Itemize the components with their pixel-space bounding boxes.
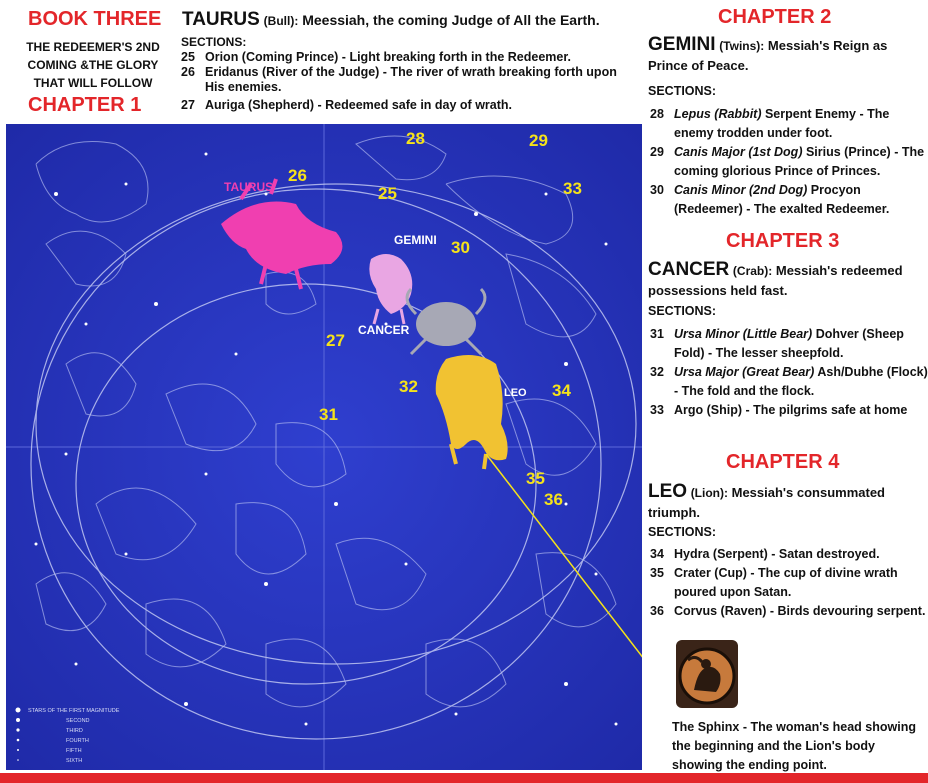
gemini-heading: [648, 35, 926, 76]
cancer-sections-list: [650, 325, 928, 420]
leo-name: LEO: [648, 481, 688, 502]
taurus-desc: Meessiah, the coming Judge of All the Earth.: [302, 12, 600, 28]
cancer-name: CANCER: [648, 259, 730, 280]
section-number: 28: [650, 107, 664, 121]
cancer-label: CANCER: [358, 323, 410, 337]
legend-line: SIXTH: [66, 758, 83, 764]
gemini-desc: Messiah's Reign as Prince of Peace.: [648, 38, 888, 73]
chapter-4-heading: CHAPTER 4: [726, 451, 840, 473]
section-text: Orion (Coming Prince) - Light breaking forth in the Redeemer.: [205, 50, 572, 64]
legend-line: STARS OF THE FIRST MAGNITUDE: [28, 708, 120, 714]
map-number-35: 35: [526, 469, 545, 488]
map-number-34: 34: [552, 381, 571, 400]
chapter-2-heading: CHAPTER 2: [718, 6, 832, 28]
section-item: [650, 105, 928, 143]
book-subtitle-line: THE REDEEMER'S 2ND: [26, 40, 160, 54]
section-item: [650, 545, 928, 564]
section-item: [650, 143, 928, 181]
section-number: 36: [650, 604, 664, 618]
book-subtitle-line: THAT WILL FOLLOW: [33, 76, 153, 90]
section-number: 34: [650, 547, 664, 561]
section-item: [650, 181, 928, 219]
legend-line: SECOND: [66, 718, 90, 724]
chapter-1-heading: CHAPTER 1: [28, 94, 142, 116]
bottom-red-bar: [0, 773, 928, 783]
section-item: [181, 98, 641, 113]
gemini-sections-list: [650, 105, 928, 219]
book-subtitle: [18, 38, 168, 92]
legend-line: THIRD: [66, 728, 83, 734]
section-item: [650, 363, 928, 401]
section-italic: Canis Minor (2nd Dog): [674, 183, 808, 197]
map-number-28: 28: [406, 129, 425, 148]
section-number: 26: [181, 65, 195, 79]
cancer-heading: [648, 260, 928, 301]
sphinx-caption: The Sphinx - The woman's head showing the beginning and the Lion's body showing the ending point.: [672, 720, 916, 772]
map-number-32: 32: [399, 377, 418, 396]
section-italic: Lepus (Rabbit): [674, 107, 762, 121]
section-text: Argo (Ship) - The pilgrims safe at home: [674, 403, 908, 417]
section-text: Hydra (Serpent) - Satan destroyed.: [674, 547, 880, 561]
section-number: 31: [650, 327, 664, 341]
taurus-name: TAURUS: [182, 9, 260, 30]
section-item: [650, 564, 928, 602]
section-text: Sirius (Prince) - The coming glorious Prince of Princes.: [674, 145, 925, 178]
section-number: 27: [181, 98, 195, 112]
map-number-36: 36: [544, 490, 563, 509]
section-number: 33: [650, 403, 664, 417]
section-italic: Ursa Minor (Little Bear): [674, 327, 813, 341]
section-number: 32: [650, 365, 664, 379]
section-item: [650, 602, 928, 621]
map-number-30: 30: [451, 238, 470, 257]
section-number: 30: [650, 183, 664, 197]
book-title: BOOK THREE: [28, 8, 162, 30]
section-text: Auriga (Shepherd) - Redeemed safe in day of wrath.: [205, 98, 513, 112]
section-number: 35: [650, 566, 664, 580]
leo-sections-label: SECTIONS:: [648, 525, 717, 539]
leo-heading: [648, 482, 926, 523]
gemini-sections-label: SECTIONS:: [648, 84, 717, 98]
section-number: 25: [181, 50, 195, 64]
legend-line: FOURTH: [66, 738, 89, 744]
leo-desc: Messiah's consummated triumph.: [648, 485, 885, 520]
map-number-27: 27: [326, 331, 345, 350]
star-map: [6, 124, 642, 770]
cancer-desc: Messiah's redeemed possessions held fast.: [648, 263, 903, 298]
map-number-25: 25: [378, 184, 397, 203]
sphinx-vase-image: [676, 640, 738, 708]
map-number-29: 29: [529, 131, 548, 150]
taurus-sections-list: [181, 50, 641, 113]
section-italic: Canis Major (1st Dog): [674, 145, 803, 159]
section-text: Corvus (Raven) - Birds devouring serpent.: [674, 604, 926, 618]
cancer-sections-label: SECTIONS:: [648, 304, 717, 318]
section-text: Dohver (Sheep Fold) - The lesser sheepfold.: [674, 327, 904, 360]
gemini-paren: (Twins):: [719, 39, 765, 53]
taurus-heading: [182, 9, 600, 31]
section-item: [650, 401, 928, 420]
section-item: [181, 65, 641, 95]
taurus-label: TAURUS: [224, 180, 274, 194]
book-subtitle-line: COMING &THE GLORY: [27, 58, 159, 72]
section-text: Procyon (Redeemer) - The exalted Redeemer.: [674, 183, 890, 216]
gemini-label: GEMINI: [394, 233, 437, 247]
section-text: Eridanus (River of the Judge) - The river of wrath breaking forth upon His enemies.: [205, 65, 617, 94]
taurus-sections-label: SECTIONS:: [181, 35, 247, 49]
section-text: Serpent Enemy - The enemy trodden under foot.: [674, 107, 890, 140]
map-number-33: 33: [563, 179, 582, 198]
map-number-31: 31: [319, 405, 338, 424]
cancer-paren: (Crab):: [732, 264, 773, 278]
section-italic: Ursa Major (Great Bear): [674, 365, 815, 379]
section-item: [650, 325, 928, 363]
map-number-26: 26: [288, 166, 307, 185]
section-text: Crater (Cup) - The cup of divine wrath poured upon Satan.: [674, 566, 898, 599]
legend-line: FIFTH: [66, 748, 82, 754]
leo-paren: (Lion):: [690, 486, 728, 500]
section-number: 29: [650, 145, 664, 159]
chapter-3-heading: CHAPTER 3: [726, 230, 840, 252]
leo-sections-list: [650, 545, 928, 621]
section-text: Ash/Dubhe (Flock) - The fold and the flock.: [674, 365, 928, 398]
section-item: [181, 50, 641, 65]
leo-label: LEO: [504, 387, 527, 399]
taurus-paren: (Bull):: [263, 14, 299, 28]
gemini-name: GEMINI: [648, 34, 716, 55]
